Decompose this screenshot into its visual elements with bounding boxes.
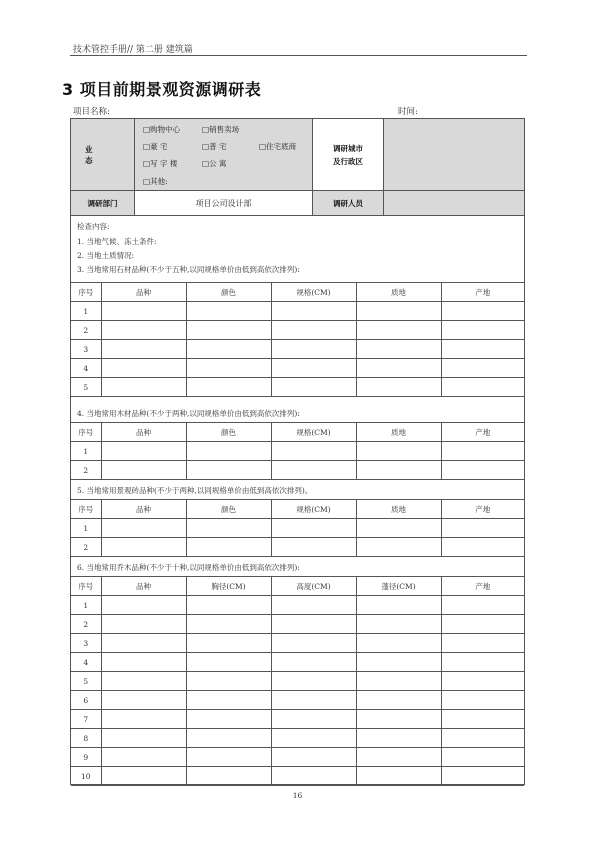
table-cell[interactable] [441,321,524,340]
table-cell[interactable] [101,340,186,359]
table-cell[interactable] [271,672,356,691]
table-row [71,538,524,557]
header-color: 颜色 [186,283,271,302]
header-texture: 质地 [356,500,441,519]
header-rule [70,55,527,56]
table-cell[interactable] [271,461,356,480]
header-color: 颜色 [186,423,271,442]
table-cell[interactable] [271,538,356,557]
survey-form [70,118,525,785]
table-cell[interactable] [441,634,524,653]
header-trunk-diameter: 胸径(CM) [186,577,271,596]
row-index: 2 [71,538,101,557]
table-cell[interactable] [441,691,524,710]
header-index: 序号 [71,283,101,302]
option-sales-mall[interactable]: □销售卖场 [202,125,240,134]
table-cell[interactable] [441,378,524,397]
table-header-row [71,423,524,442]
item-climate: 1. 当地气候、冻土条件: [77,237,157,246]
row-index: 4 [71,653,101,672]
table-cell[interactable] [101,615,186,634]
project-name-label: 项目名称: [73,107,110,117]
header-color: 颜色 [186,500,271,519]
table-cell[interactable] [186,461,271,480]
row-index: 10 [71,767,101,786]
survey-staff-value[interactable] [384,191,524,216]
table-cell[interactable] [101,519,186,538]
survey-department-value[interactable]: 项目公司设计部 [135,191,313,216]
inspection-heading: 检查内容: [77,222,110,231]
header-spec: 规格(CM) [271,283,356,302]
table-cell[interactable] [186,378,271,397]
table-row [71,442,524,461]
table-cell[interactable] [186,596,271,615]
table-cell[interactable] [356,672,441,691]
stone-table [71,282,524,397]
header-crown-width: 蓬径(CM) [356,577,441,596]
table-cell[interactable] [186,691,271,710]
item-tree: 6. 当地常用乔木品种(不少于十种,以同规格单价由低到高依次排列): [77,563,300,572]
table-cell[interactable] [101,653,186,672]
header-height: 高度(CM) [271,577,356,596]
table-cell[interactable] [101,302,186,321]
row-index: 1 [71,519,101,538]
table-cell[interactable] [101,748,186,767]
row-index: 2 [71,461,101,480]
table-row [71,767,524,786]
table-cell[interactable] [271,378,356,397]
header-origin: 产地 [441,423,524,442]
table-cell[interactable] [356,378,441,397]
table-cell[interactable] [356,710,441,729]
table-cell[interactable] [186,302,271,321]
table-row [71,378,524,397]
table-cell[interactable] [271,359,356,378]
option-standard-residence[interactable]: □普 宅 [202,142,227,151]
table-cell[interactable] [101,634,186,653]
survey-city-label-line2: 及行政区 [333,156,363,166]
row-index: 1 [71,302,101,321]
header-index: 序号 [71,500,101,519]
table-row [71,672,524,691]
table-cell[interactable] [356,596,441,615]
item-stone: 3. 当地常用石材品种(不少于五种,以同规格单价由低到高依次排列): [77,265,300,274]
row-index: 5 [71,378,101,397]
table-cell[interactable] [441,302,524,321]
table-cell[interactable] [441,710,524,729]
table-header-row [71,283,524,302]
business-type-label: 业 态 [71,119,135,191]
table-cell[interactable] [101,691,186,710]
table-cell[interactable] [441,442,524,461]
row-index: 4 [71,359,101,378]
table-row [71,653,524,672]
table-cell[interactable] [356,634,441,653]
header-variety: 品种 [101,577,186,596]
table-cell[interactable] [356,442,441,461]
option-shopping-center[interactable]: □购物中心 [143,125,181,134]
table-cell[interactable] [186,767,271,786]
table-cell[interactable] [356,729,441,748]
table-cell[interactable] [186,672,271,691]
table-cell[interactable] [356,748,441,767]
table-row [71,729,524,748]
row-index: 3 [71,634,101,653]
survey-city-label [313,119,384,191]
row-index: 1 [71,442,101,461]
table-cell[interactable] [271,615,356,634]
table-cell[interactable] [441,615,524,634]
table-cell[interactable] [186,634,271,653]
table-cell[interactable] [441,538,524,557]
table-cell[interactable] [186,538,271,557]
table-row [71,748,524,767]
header-variety: 品种 [101,283,186,302]
table-cell[interactable] [186,359,271,378]
table-cell[interactable] [101,442,186,461]
table-cell[interactable] [271,710,356,729]
table-cell[interactable] [271,321,356,340]
table-cell[interactable] [356,340,441,359]
business-type-options [135,119,313,191]
table-cell[interactable] [186,340,271,359]
survey-city-label-line1: 调研城市 [333,143,363,153]
table-row [71,461,524,480]
header-texture: 质地 [356,283,441,302]
table-cell[interactable] [271,653,356,672]
row-index: 7 [71,710,101,729]
header-origin: 产地 [441,500,524,519]
table-cell[interactable] [356,538,441,557]
row-index: 1 [71,596,101,615]
table-cell[interactable] [271,442,356,461]
table-cell[interactable] [441,672,524,691]
table-cell[interactable] [441,340,524,359]
option-luxury-residence[interactable]: □豪 宅 [143,142,168,151]
table-cell[interactable] [441,729,524,748]
table-cell[interactable] [271,302,356,321]
tree-table [71,576,524,786]
table-cell[interactable] [441,767,524,786]
table-cell[interactable] [356,321,441,340]
table-cell[interactable] [356,461,441,480]
table-row [71,302,524,321]
item-soil: 2. 当地土质情况: [77,251,135,260]
row-index: 2 [71,321,101,340]
table-cell[interactable] [271,519,356,538]
table-row [71,359,524,378]
header-spec: 规格(CM) [271,423,356,442]
time-label: 时间: [398,107,418,117]
option-apartment[interactable]: □公 寓 [202,159,227,168]
page-number: 16 [292,791,303,800]
table-cell[interactable] [101,767,186,786]
table-cell[interactable] [101,359,186,378]
table-cell[interactable] [186,615,271,634]
brick-table [71,499,524,557]
table-row [71,596,524,615]
table-cell[interactable] [101,596,186,615]
option-office[interactable]: □写 字 楼 [143,159,178,168]
table-cell[interactable] [441,519,524,538]
table-row [71,321,524,340]
table-cell[interactable] [356,653,441,672]
row-index: 6 [71,691,101,710]
page-title: 3 项目前期景观资源调研表 [62,80,262,99]
option-residential-retail[interactable]: □住宅底商 [259,142,297,151]
table-cell[interactable] [271,767,356,786]
table-cell[interactable] [186,748,271,767]
table-cell[interactable] [101,378,186,397]
survey-department-label: 调研部门 [71,191,135,216]
option-other[interactable]: □其他: [143,177,168,186]
table-cell[interactable] [356,615,441,634]
running-header: 技术管控手册// 第二册 建筑篇 [73,45,193,55]
table-cell[interactable] [271,691,356,710]
survey-city-value[interactable] [384,119,524,191]
table-cell[interactable] [101,538,186,557]
header-spec: 规格(CM) [271,500,356,519]
header-variety: 品种 [101,423,186,442]
header-variety: 品种 [101,500,186,519]
table-cell[interactable] [271,340,356,359]
table-header-row [71,500,524,519]
row-index: 9 [71,748,101,767]
table-cell[interactable] [271,748,356,767]
table-row [71,634,524,653]
table-cell[interactable] [356,691,441,710]
table-cell[interactable] [356,767,441,786]
table-row [71,340,524,359]
header-origin: 产地 [441,283,524,302]
item-wood: 4. 当地常用木材品种(不少于两种,以同规格单价由低到高依次排列): [77,409,300,418]
table-cell[interactable] [271,729,356,748]
table-row [71,615,524,634]
table-cell[interactable] [101,672,186,691]
table-cell[interactable] [441,748,524,767]
table-cell[interactable] [271,634,356,653]
header-index: 序号 [71,577,101,596]
table-cell[interactable] [101,461,186,480]
form-header-grid [71,119,524,216]
table-row [71,691,524,710]
table-cell[interactable] [356,302,441,321]
table-cell[interactable] [101,321,186,340]
row-index: 2 [71,615,101,634]
table-cell[interactable] [186,653,271,672]
table-cell[interactable] [101,729,186,748]
table-cell[interactable] [186,729,271,748]
table-cell[interactable] [186,519,271,538]
table-cell[interactable] [186,442,271,461]
survey-staff-label: 调研人员 [313,191,384,216]
table-cell[interactable] [271,596,356,615]
table-cell[interactable] [356,359,441,378]
table-cell[interactable] [186,710,271,729]
header-origin: 产地 [441,577,524,596]
row-index: 8 [71,729,101,748]
row-index: 5 [71,672,101,691]
table-cell[interactable] [101,710,186,729]
header-index: 序号 [71,423,101,442]
table-cell[interactable] [441,653,524,672]
table-row [71,519,524,538]
table-cell[interactable] [441,359,524,378]
table-cell[interactable] [356,519,441,538]
table-cell[interactable] [441,461,524,480]
wood-table [71,422,524,480]
table-cell[interactable] [186,321,271,340]
item-brick: 5. 当地常用景观砖品种(不少于两种,以同规格单价由低到高依次排列)。 [77,486,313,495]
header-texture: 质地 [356,423,441,442]
table-header-row [71,577,524,596]
row-index: 3 [71,340,101,359]
table-cell[interactable] [441,596,524,615]
table-row [71,710,524,729]
